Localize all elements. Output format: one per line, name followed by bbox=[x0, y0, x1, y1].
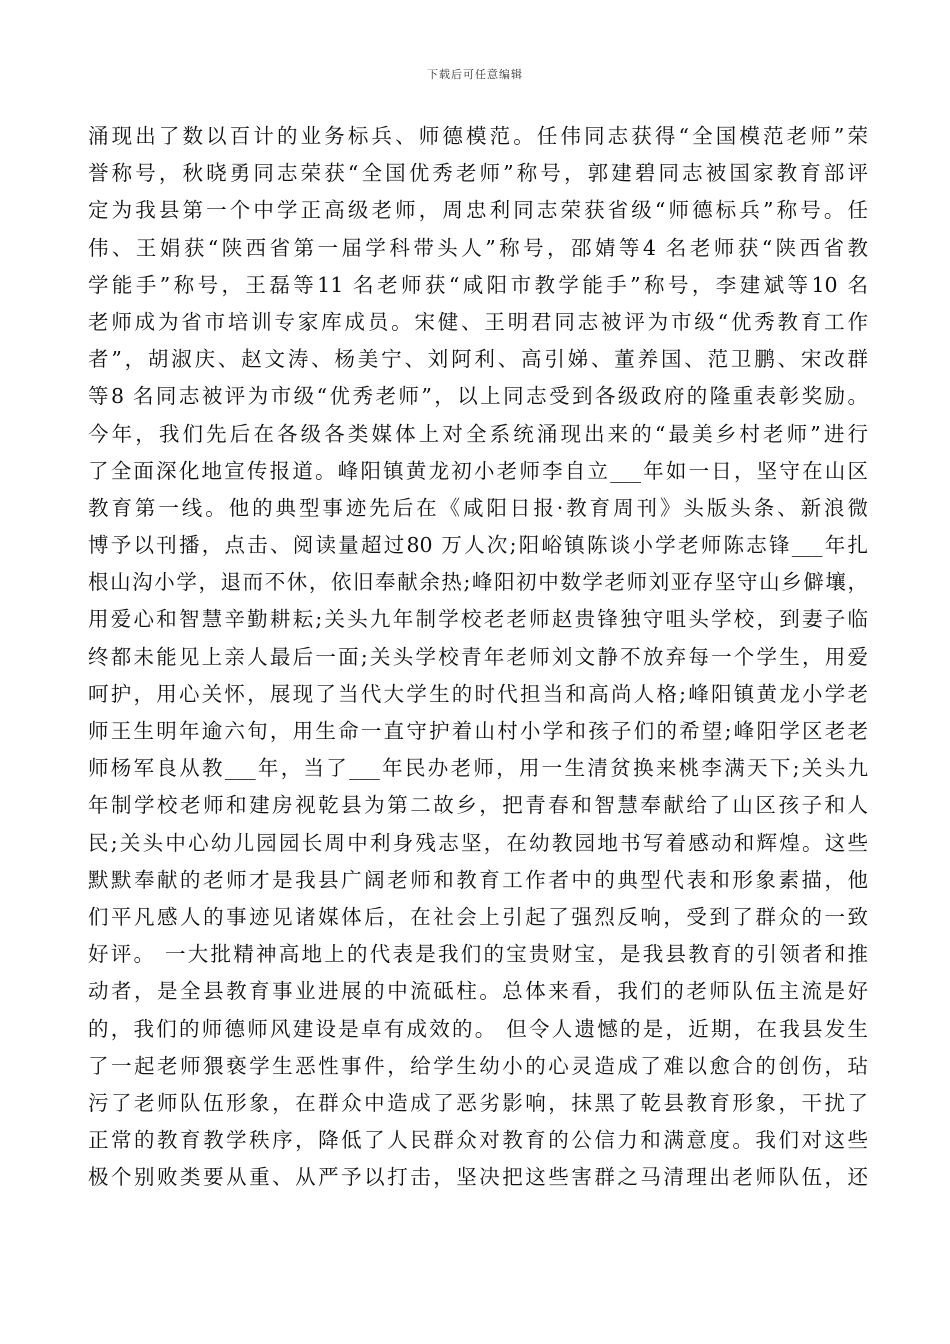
text-line: 等8 名同志被评为市级“优秀老师”，以上同志受到各级政府的隆重表彰奖励。 bbox=[88, 384, 868, 409]
text-line: 呵护，用心关怀，展现了当代大学生的时代担当和高尚人格;峰阳镇黄龙小学老 bbox=[88, 681, 868, 706]
text-line: 终都未能见上亲人最后一面;关头学校青年老师刘文静不放弃每一个学生，用爱 bbox=[88, 644, 868, 669]
text-line: 伟、王娟获“陕西省第一届学科带头人”称号，邵婧等4 名老师获“陕西省教 bbox=[88, 235, 868, 260]
text-line: 的，我们的师德师风建设是卓有成效的。 但令人遗憾的是，近期，在我县发生 bbox=[88, 1016, 868, 1041]
text-line: 者”，胡淑庆、赵文涛、杨美宁、刘阿利、高引娣、董养国、范卫鹏、宋改群 bbox=[88, 347, 868, 372]
text-line: 了全面深化地宣传报道。峰阳镇黄龙初小老师李自立___年如一日，坚守在山区 bbox=[88, 458, 868, 483]
page-header-note: 下载后可任意编辑 bbox=[427, 68, 523, 81]
text-line: 誉称号，秋晓勇同志荣获“全国优秀老师”称号，郭建碧同志被国家教育部评 bbox=[88, 161, 868, 186]
text-line: 学能手”称号，王磊等11 名老师获“咸阳市教学能手”称号，李建斌等10 名 bbox=[88, 272, 868, 297]
text-line: 博予以刊播，点击、阅读量超过80 万人次;阳峪镇陈谈小学老师陈志锋___年扎 bbox=[88, 533, 868, 558]
text-line: 今年，我们先后在各级各类媒体上对全系统涌现出来的“最美乡村老师”进行 bbox=[88, 421, 868, 446]
text-line: 根山沟小学，退而不休，依旧奉献余热;峰阳初中数学老师刘亚存坚守山乡僻壤， bbox=[88, 570, 868, 595]
text-line: 老师成为省市培训专家库成员。宋健、王明君同志被评为市级“优秀教育工作 bbox=[88, 309, 868, 334]
text-line: 年制学校老师和建房视乾县为第二故乡，把青春和智慧奉献给了山区孩子和人 bbox=[88, 793, 868, 818]
text-line: 定为我县第一个中学正高级老师，周忠利同志荣获省级“师德标兵”称号。任 bbox=[88, 198, 868, 223]
text-line: 师杨军良从教___年，当了___年民办老师，用一生清贫换来桃李满天下;关头九 bbox=[88, 756, 868, 781]
text-line: 涌现出了数以百计的业务标兵、师德模范。任伟同志获得“全国模范老师”荣 bbox=[88, 124, 868, 148]
text-line: 师王生明年逾六旬，用生命一直守护着山村小学和孩子们的希望;峰阳学区老老 bbox=[88, 719, 868, 743]
text-line: 默默奉献的老师才是我县广阔老师和教育工作者中的典型代表和形象素描，他 bbox=[88, 867, 868, 892]
text-line: 污了老师队伍形象，在群众中造成了恶劣影响，抹黑了乾县教育形象，干扰了 bbox=[88, 1090, 868, 1115]
text-line: 教育第一线。他的典型事迹先后在《咸阳日报·教育周刊》头版头条、新浪微 bbox=[88, 495, 868, 520]
text-line: 动者，是全县教育事业进展的中流砥柱。总体来看，我们的老师队伍主流是好 bbox=[88, 979, 868, 1004]
text-line: 们平凡感人的事迹见诸媒体后，在社会上引起了强烈反响，受到了群众的一致 bbox=[88, 904, 868, 929]
document-body bbox=[88, 118, 868, 1196]
text-line: 民;关头中心幼儿园园长周中利身残志坚，在幼教园地书写着感动和辉煌。这些 bbox=[88, 830, 868, 855]
text-line: 用爱心和智慧辛勤耕耘;关头九年制学校老老师赵贵锋独守咀头学校，到妻子临 bbox=[88, 607, 868, 632]
text-line: 好评。 一大批精神高地上的代表是我们的宝贵财宝，是我县教育的引领者和推 bbox=[88, 942, 868, 967]
text-line: 极个别败类要从重、从严予以打击，坚决把这些害群之马清理出老师队伍，还 bbox=[88, 1165, 868, 1190]
text-line: 正常的教育教学秩序，降低了人民群众对教育的公信力和满意度。我们对这些 bbox=[88, 1128, 868, 1153]
text-line: 了一起老师猥亵学生恶性事件，给学生幼小的心灵造成了难以愈合的创伤，玷 bbox=[88, 1053, 868, 1078]
